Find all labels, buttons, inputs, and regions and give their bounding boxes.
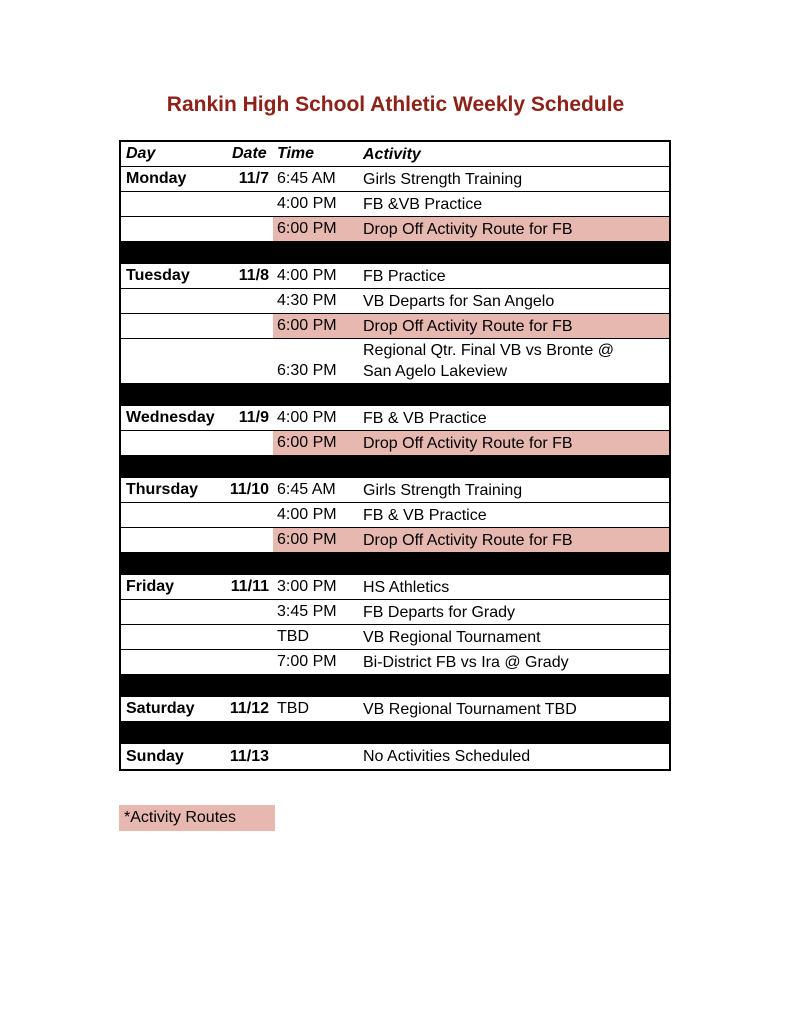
table-row [121,192,669,217]
date-cell: 11/12 [229,700,269,717]
date-cell [227,431,269,455]
time-cell: 4:00 PM [277,195,337,212]
time-cell: 4:30 PM [277,292,337,309]
time-cell: 4:00 PM [277,267,337,284]
table-row [121,650,669,675]
time-cell: 6:00 PM [273,528,359,552]
table-row [121,744,669,769]
time-cell: 6:45 AM [277,170,336,187]
header-day: Day [126,145,156,162]
time-cell [273,744,359,769]
date-cell: 11/13 [229,747,269,765]
time-cell: TBD [277,628,309,645]
time-cell: 6:30 PM [277,362,337,379]
time-cell: 6:00 PM [273,217,359,241]
day-cell [126,431,234,455]
activity-cell: FB & VB Practice [363,409,487,427]
date-cell: 11/10 [229,481,269,498]
activity-cell: VB Regional Tournament TBD [363,700,577,718]
activity-cell: VB Departs for San Angelo [363,292,555,310]
page-title: Rankin High School Athletic Weekly Schedule [166,93,625,116]
date-cell [227,503,269,527]
activity-cell: VB Regional Tournament [363,628,541,646]
activity-cell: FB Practice [363,267,446,285]
activity-cell: Regional Qtr. Final VB vs Bronte @ San Agelo Lakeview [363,342,615,380]
activity-cell: Drop Off Activity Route for FB [359,431,669,455]
day-cell: Friday [126,578,175,595]
day-cell [126,217,234,241]
day-separator [121,242,669,264]
time-cell: 3:00 PM [277,578,337,595]
table-row [121,289,669,314]
day-cell: Thursday [126,481,199,498]
table-row-highlighted [121,431,669,456]
table-row [121,503,669,528]
day-separator [121,675,669,697]
date-cell [227,289,269,313]
date-cell [227,339,269,383]
date-cell [227,650,269,674]
day-separator [121,384,669,406]
table-row [121,167,669,192]
table-row [121,406,669,431]
table-row [121,264,669,289]
header-activity: Activity [363,145,421,163]
date-cell [227,192,269,216]
date-cell [227,217,269,241]
activity-cell: Drop Off Activity Route for FB [359,314,669,338]
time-cell: 6:45 AM [277,481,336,498]
table-row-highlighted [121,314,669,339]
time-cell: 6:00 PM [273,431,359,455]
header-time: Time [277,145,315,162]
date-cell: 11/8 [238,267,269,284]
time-cell: TBD [277,700,309,717]
activity-cell: FB & VB Practice [363,506,487,524]
date-cell [227,625,269,649]
table-row-highlighted [121,217,669,242]
day-cell [126,650,234,674]
day-cell [126,600,234,624]
table-header-row [121,142,669,167]
schedule-table [119,140,671,771]
day-cell: Saturday [126,700,195,717]
time-cell: 4:00 PM [277,409,337,426]
day-separator [121,722,669,744]
date-cell: 11/7 [238,170,269,187]
header-date: Date [232,145,267,162]
activity-cell: Drop Off Activity Route for FB [359,217,669,241]
table-row [121,575,669,600]
time-cell: 3:45 PM [277,603,337,620]
date-cell: 11/9 [238,409,269,426]
table-row [121,625,669,650]
day-cell [126,192,234,216]
table-row [121,478,669,503]
date-cell [227,600,269,624]
activity-routes-legend: *Activity Routes [119,805,275,831]
time-cell: 4:00 PM [277,506,337,523]
date-cell [227,528,269,552]
day-separator [121,553,669,575]
activity-cell: FB &VB Practice [363,195,483,213]
time-cell: 6:00 PM [273,314,359,338]
activity-cell: FB Departs for Grady [363,603,516,621]
day-cell [126,503,234,527]
table-row [121,339,669,384]
table-row [121,697,669,722]
day-cell: Wednesday [126,409,215,426]
day-separator [121,456,669,478]
day-cell [126,314,234,338]
day-cell: Sunday [126,747,184,765]
activity-cell: Girls Strength Training [363,170,523,188]
day-cell [126,528,234,552]
activity-cell: Bi-District FB vs Ira @ Grady [363,653,569,671]
activity-cell: No Activities Scheduled [363,748,531,765]
activity-cell: HS Athletics [363,578,450,596]
day-cell: Tuesday [126,267,190,284]
date-cell [227,314,269,338]
day-cell [126,625,234,649]
time-cell: 7:00 PM [277,653,337,670]
activity-cell: Girls Strength Training [363,481,523,499]
day-cell [126,289,234,313]
day-cell [126,339,234,383]
date-cell: 11/11 [230,578,269,595]
activity-cell: Drop Off Activity Route for FB [359,528,669,552]
table-row [121,600,669,625]
day-cell: Monday [126,170,187,187]
table-row-highlighted [121,528,669,553]
